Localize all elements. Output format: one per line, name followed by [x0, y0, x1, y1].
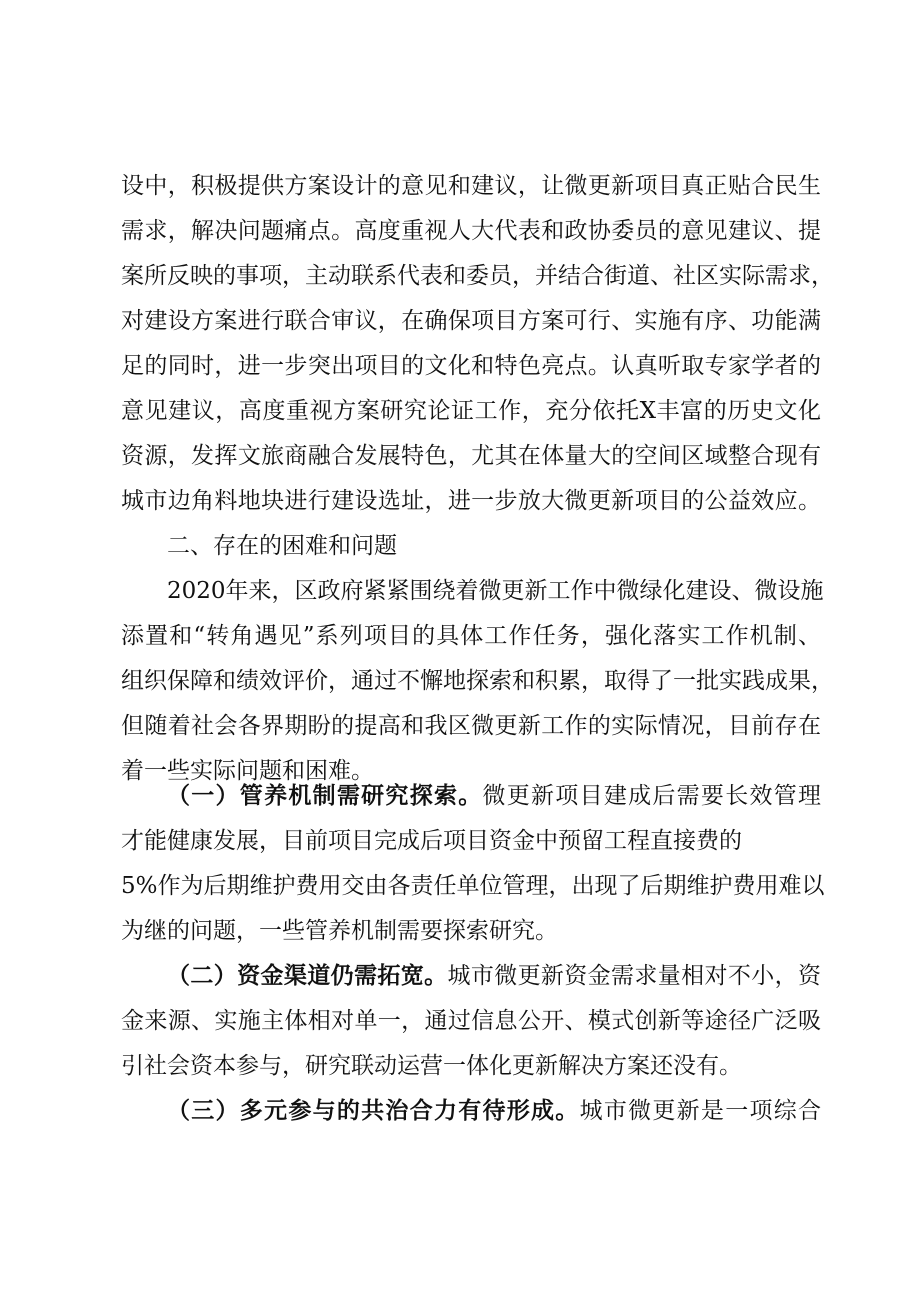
- paragraph1-line-8: 城市边角料地块进行建设选址，进一步放大微更新项目的公益效应。: [121, 488, 821, 514]
- paragraph2-line-2: 添置和“转角遇见”系列项目的具体工作任务，强化落实工作机制、: [121, 623, 821, 649]
- item1-line-3: 5%作为后期维护费用交由各责任单位管理，出现了后期维护费用难以: [121, 873, 825, 899]
- paragraph1-line-6: 意见建议，高度重视方案研究论证工作，充分依托X丰富的历史文化: [121, 398, 821, 424]
- item1-line1-rest: 微更新项目建成后需要长效管理: [482, 783, 822, 809]
- paragraph1-line-2: 需求，解决问题痛点。高度重视人大代表和政协委员的意见建议、提: [121, 218, 821, 244]
- paragraph1-line-5: 足的同时，进一步突出项目的文化和特色亮点。认真听取专家学者的: [121, 353, 821, 379]
- section2-heading: 二、存在的困难和问题: [167, 533, 397, 559]
- item1-title: （一）管养机制需研究探索。: [167, 782, 483, 809]
- item2-first-line: [167, 961, 821, 991]
- item3-title: （三）多元参与的共治合力有待形成。: [167, 1097, 580, 1124]
- paragraph2-line-3: 组织保障和绩效评价，通过不懈地探索和积累，取得了一批实践成果，: [121, 668, 834, 694]
- paragraph2-line-1: 2020年来，区政府紧紧围绕着微更新工作中微绿化建设、微设施: [167, 578, 824, 604]
- item2-line1-rest: 城市微更新资金需求量相对不小，资: [447, 963, 822, 989]
- item1-line-2: 才能健康发展，目前项目完成后项目资金中预留工程直接费的: [121, 828, 742, 854]
- item1-line-4: 为继的问题，一些管养机制需要探索研究。: [121, 918, 558, 944]
- item3-line1-rest: 城市微更新是一项综合: [579, 1098, 822, 1124]
- paragraph2-line-5: 着一些实际问题和困难。: [121, 758, 374, 784]
- item2-line-3: 引社会资本参与，研究联动运营一体化更新解决方案还没有。: [121, 1053, 742, 1079]
- paragraph1-line-4: 对建设方案进行联合审议，在确保项目方案可行、实施有序、功能满: [121, 308, 821, 334]
- item2-title: （二）资金渠道仍需拓宽。: [167, 962, 448, 989]
- paragraph1-line-3: 案所反映的事项，主动联系代表和委员，并结合街道、社区实际需求，: [121, 263, 834, 289]
- paragraph1-line-1: 设中，积极提供方案设计的意见和建议，让微更新项目真正贴合民生: [121, 173, 821, 199]
- item1-first-line: [167, 781, 821, 811]
- paragraph1-line-7: 资源，发挥文旅商融合发展特色，尤其在体量大的空间区域整合现有: [121, 443, 821, 469]
- item2-line-2: 金来源、实施主体相对单一，通过信息公开、模式创新等途径广泛吸: [121, 1008, 821, 1034]
- item3-first-line: [167, 1096, 821, 1126]
- paragraph2-line-4: 但随着社会各界期盼的提高和我区微更新工作的实际情况，目前存在: [121, 713, 821, 739]
